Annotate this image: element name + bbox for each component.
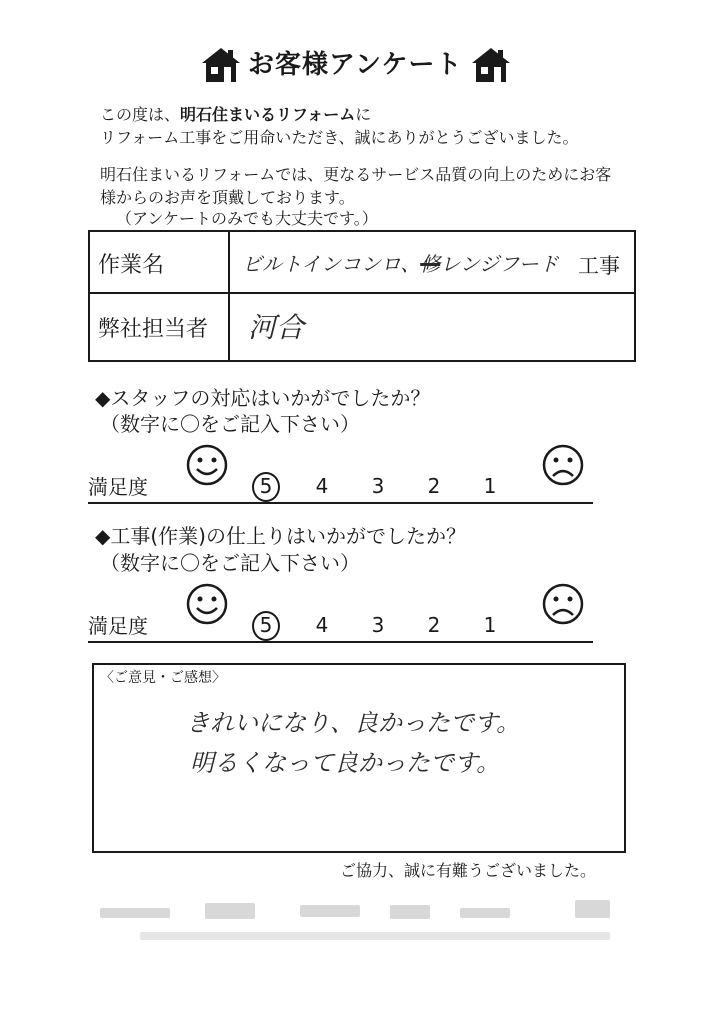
- staff-row: [90, 294, 634, 360]
- faded-mark: [100, 908, 170, 918]
- rating-2: 2: [427, 474, 441, 498]
- intro-suffix: に: [355, 105, 372, 124]
- rating-1: 1: [483, 474, 497, 498]
- comments-heading: 〈ご意見・ご感想〉: [100, 670, 226, 686]
- work-value: [242, 248, 559, 277]
- faded-mark: [300, 905, 360, 917]
- scale-label: 満足度: [88, 475, 148, 499]
- rating-5: 5: [259, 474, 273, 498]
- satisfaction-scale-1: [88, 444, 618, 504]
- faded-mark: [460, 908, 510, 918]
- rating-5: 5: [259, 613, 273, 637]
- faded-mark: [390, 905, 430, 919]
- staff-value: 河合: [248, 311, 305, 344]
- satisfaction-scale-2: [88, 583, 618, 643]
- comment-line-1: きれいになり、良かったです。: [186, 709, 521, 737]
- rating-4: 4: [315, 474, 329, 498]
- house-icon: [470, 46, 512, 84]
- rating-2: 2: [427, 613, 441, 637]
- work-value-main: ビルトインコンロ、: [242, 252, 421, 276]
- header: [0, 42, 725, 92]
- staff-label: 弊社担当者: [98, 317, 209, 342]
- info-table: [88, 230, 636, 362]
- frowning-face-icon: [542, 444, 584, 486]
- page-title: お客様アンケート: [248, 50, 463, 80]
- comments-box: [92, 663, 626, 853]
- comment-line-2: 明るくなって良かったです。: [190, 749, 501, 777]
- thanks-message: ご協力、誠に有難うございました。: [340, 861, 597, 880]
- work-suffix: 工事: [578, 254, 620, 278]
- faded-mark: [140, 932, 610, 940]
- rating-3: 3: [371, 613, 385, 637]
- work-value-struck: 修: [420, 252, 441, 276]
- work-row: [90, 232, 634, 294]
- question-1-title: ◆スタッフの対応はいかがでしたか？: [95, 386, 431, 410]
- smiley-face-icon: [186, 444, 228, 486]
- question-2-instruction: （数字に〇をご記入下さい）: [100, 551, 360, 575]
- question-1-instruction: （数字に〇をご記入下さい）: [100, 412, 360, 436]
- scale-underline: [88, 502, 593, 504]
- scale-underline: [88, 641, 593, 643]
- intro-line-3: 明石住まいるリフォームでは、更なるサービス品質の向上のためにお客: [100, 165, 612, 184]
- intro-line-1: [100, 103, 371, 126]
- intro-line-4: 様からのお声を頂戴しております。: [100, 188, 355, 207]
- faded-mark: [205, 903, 255, 919]
- intro-prefix: この度は、: [100, 105, 181, 124]
- frowning-face-icon: [542, 583, 584, 625]
- rating-3: 3: [371, 474, 385, 498]
- intro-line-2: リフォーム工事をご用命いただき、誠にありがとうございました。: [100, 128, 579, 147]
- smiley-face-icon: [186, 583, 228, 625]
- intro-line-5: （アンケートのみでも大丈夫です。）: [116, 209, 378, 228]
- faded-mark: [575, 900, 610, 918]
- work-value-rest: レンジフード: [440, 252, 559, 276]
- work-label: 作業名: [98, 253, 165, 278]
- scale-label: 満足度: [88, 614, 148, 638]
- company-name: 明石住まいるリフォーム: [180, 105, 356, 124]
- rating-1: 1: [483, 613, 497, 637]
- house-icon: [200, 46, 242, 84]
- rating-4: 4: [315, 613, 329, 637]
- question-2-title: ◆工事(作業)の仕上りはいかがでしたか？: [95, 524, 466, 548]
